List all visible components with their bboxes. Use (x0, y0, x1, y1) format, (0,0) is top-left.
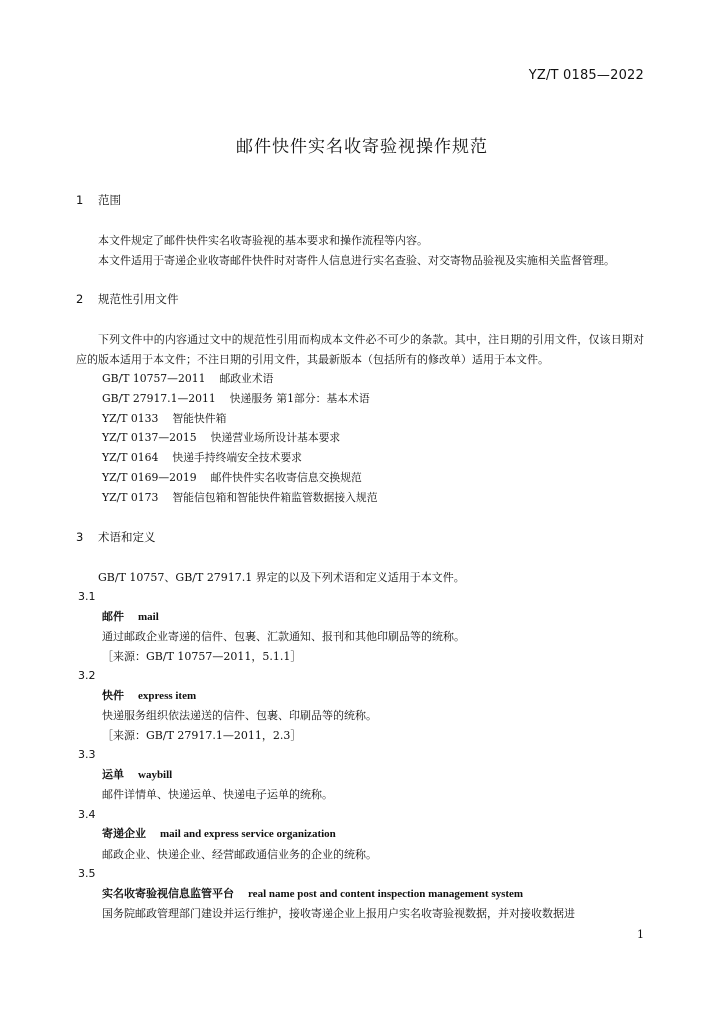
reference-title: 智能信包箱和智能快件箱监管数据接入规范 (172, 490, 378, 504)
reference-title: 邮政业术语 (219, 372, 274, 385)
term-number: 3.5 (78, 867, 96, 881)
paragraph: GB/T 10757、GB/T 27917.1 界定的以及下列术语和定义适用于本文件。 (98, 570, 465, 584)
document-body (76, 190, 644, 924)
reference-item (76, 409, 644, 429)
section-title: 范围 (98, 193, 121, 207)
term-heading (76, 765, 644, 786)
term-zh: 实名收寄验视信息监管平台 (102, 886, 234, 900)
term-number: 3.3 (78, 748, 96, 762)
reference-code: GB/T 10757—2011 (102, 372, 206, 385)
term-heading (76, 824, 644, 845)
reference-item (76, 369, 644, 389)
term-zh: 寄递企业 (102, 827, 146, 841)
reference-code: YZ/T 0137—2015 (102, 431, 197, 445)
term-definition: 邮件详情单、快递运单、快递电子运单的统称。 (102, 788, 333, 802)
section-heading-scope (76, 190, 644, 210)
reference-item (76, 428, 644, 448)
term-number: 3.1 (78, 590, 96, 604)
term-zh: 快件 (102, 688, 124, 702)
section-title: 规范性引用文件 (98, 292, 179, 306)
reference-code: YZ/T 0169—2019 (102, 470, 197, 484)
reference-title: 快递营业场所设计基本要求 (210, 431, 341, 445)
reference-item (76, 488, 644, 508)
reference-title: 快递手持终端安全技术要求 (172, 451, 302, 465)
reference-item (76, 448, 644, 468)
term-definition: 快递服务组织依法递送的信件、包裹、印刷品等的统称。 (102, 709, 377, 723)
term-en: express item (138, 689, 197, 702)
standard-number: YZ/T 0185—2022 (528, 68, 644, 83)
reference-code: YZ/T 0164 (102, 451, 159, 465)
term-definition: 邮政企业、快递企业、经营邮政通信业务的企业的统称。 (102, 847, 377, 861)
term-en: mail and express service organization (160, 828, 336, 841)
reference-code: YZ/T 0173 (102, 490, 159, 504)
reference-code: GB/T 27917.1—2011 (102, 391, 216, 405)
section-number: 3 (76, 529, 84, 544)
reference-title: 邮件快件实名收寄信息交换规范 (210, 470, 362, 484)
section-title: 术语和定义 (98, 529, 156, 544)
term-en: mail (138, 610, 159, 623)
section-heading-normative-references (76, 289, 644, 309)
reference-title: 快递服务 第1部分：基本术语 (229, 391, 370, 405)
document-title: 邮件快件实名收寄验视操作规范 (236, 137, 488, 157)
reference-code: YZ/T 0133 (102, 411, 159, 425)
page-number: 1 (637, 928, 644, 941)
term-en: waybill (138, 768, 173, 781)
reference-item (76, 389, 644, 409)
term-number: 3.2 (78, 669, 96, 683)
section-number: 2 (76, 292, 84, 306)
term-definition: 通过邮政企业寄递的信件、包裹、汇款通知、报刊和其他印刷品等的统称。 (102, 630, 465, 644)
term-heading (76, 607, 644, 628)
term-zh: 邮件 (102, 609, 124, 623)
term-heading (76, 884, 644, 905)
paragraph: 本文件规定了邮件快件实名收寄验视的基本要求和操作流程等内容。 (98, 234, 428, 247)
term-en: real name post and content inspection management system (248, 887, 524, 900)
term-zh: 运单 (102, 767, 124, 781)
term-source: ［来源：GB/T 27917.1—2011，2.3］ (102, 728, 302, 742)
paragraph: 本文件适用于寄递企业收寄邮件快件时对寄件人信息进行实名查验、对交寄物品验视及实施相关监督管理。 (98, 253, 615, 267)
term-definition: 国务院邮政管理部门建设并运行维护，接收寄递企业上报用户实名收寄验视数据，并对接收数据进 (102, 907, 575, 921)
reference-title: 智能快件箱 (172, 411, 227, 425)
term-source: ［来源：GB/T 10757—2011，5.1.1］ (102, 649, 302, 663)
paragraph: 下列文件中的内容通过文中的规范性引用而构成本文件必不可少的条款。其中，注日期的引用文件，仅该日期对应的版本适用于本文件；不注日期的引用文件，其最新版本（包括所有的修改单）适用于本文件。 (76, 333, 644, 366)
section-number: 1 (76, 193, 84, 207)
term-number: 3.4 (78, 807, 96, 821)
reference-item (76, 468, 644, 488)
term-heading (76, 686, 644, 707)
section-heading-terms (76, 527, 644, 547)
